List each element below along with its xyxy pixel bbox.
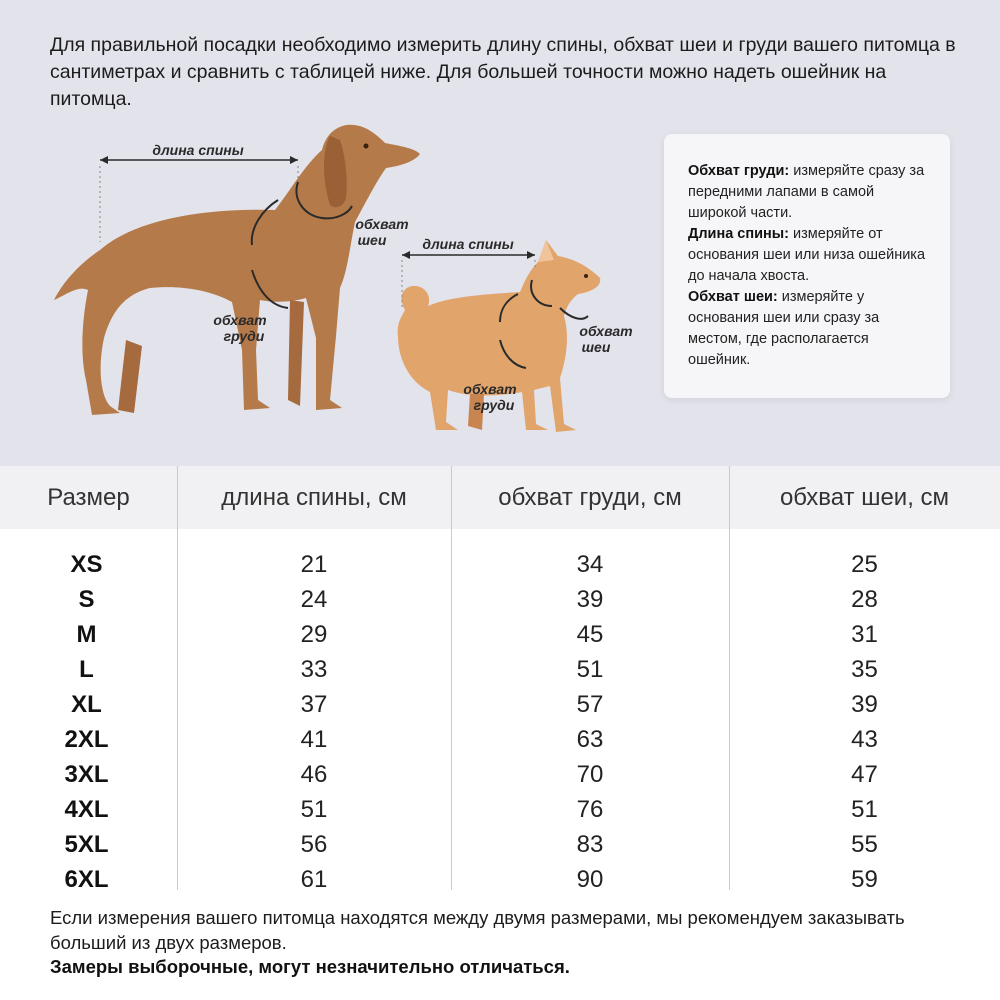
dog-neck-label-line2: шеи	[357, 232, 387, 248]
chest-cell: 34	[576, 551, 604, 578]
neck-info	[688, 287, 926, 371]
table-row	[0, 862, 1000, 897]
footer-notes	[50, 906, 970, 980]
neck-cell: 51	[851, 796, 878, 823]
measurement-info-card	[664, 134, 950, 398]
dog-illustration	[54, 125, 420, 415]
chest-info-text: измеряйте сразу за передними лапами в самой широкой части.	[688, 163, 925, 221]
dog-neck-label-line1: обхват	[355, 216, 409, 232]
table-row	[0, 757, 1000, 792]
neck-cell: 55	[851, 831, 878, 858]
cat-chest-label-line1: обхват	[463, 381, 517, 397]
size-cell: S	[78, 586, 95, 613]
back-length-cell: 46	[300, 761, 328, 788]
size-cell: 4XL	[64, 796, 109, 823]
neck-cell: 25	[851, 551, 878, 578]
pets-measurement-illustration	[30, 110, 670, 450]
cat-neck-label-line2: шеи	[581, 339, 611, 355]
back-length-cell: 29	[300, 621, 328, 648]
back-length-cell: 24	[300, 586, 328, 613]
neck-cell: 59	[851, 866, 878, 893]
header-back-length: длина спины, см	[221, 484, 407, 511]
table-row	[0, 687, 1000, 722]
footer-disclaimer: Замеры выборочные, могут незначительно отличаться.	[50, 956, 570, 977]
cat-back-label: длина спины	[422, 236, 514, 252]
neck-cell: 47	[851, 761, 878, 788]
chest-cell: 83	[576, 831, 604, 858]
chest-cell: 76	[576, 796, 604, 823]
back-length-cell: 37	[300, 691, 328, 718]
neck-info-title: Обхват шеи:	[688, 289, 778, 305]
chest-cell: 63	[576, 726, 604, 753]
size-cell: M	[76, 621, 97, 648]
back-length-cell: 51	[300, 796, 328, 823]
header-chest: обхват груди, см	[498, 484, 682, 511]
back-info	[688, 224, 926, 287]
header-neck: обхват шеи, см	[779, 484, 950, 511]
table-row	[0, 582, 1000, 617]
neck-cell: 31	[851, 621, 878, 648]
size-cell: L	[79, 656, 94, 683]
back-length-cell: 56	[300, 831, 328, 858]
chest-info-title: Обхват груди:	[688, 163, 790, 179]
back-info-title: Длина спины:	[688, 226, 790, 242]
size-cell: 3XL	[64, 761, 109, 788]
table-row	[0, 827, 1000, 862]
size-cell: 5XL	[64, 831, 109, 858]
chest-cell: 39	[576, 586, 604, 613]
size-cell: 6XL	[64, 866, 109, 893]
footer-recommendation: Если измерения вашего питомца находятся между двумя размерами, мы рекомендуем заказывать больший из двух размеров.	[50, 907, 905, 953]
chest-cell: 57	[576, 691, 604, 718]
cat-neck-label-line1: обхват	[579, 323, 633, 339]
back-length-cell: 33	[300, 656, 328, 683]
back-info-text: измеряйте от основания шеи или низа ошейника до начала хвоста.	[688, 226, 926, 284]
intro-text: Для правильной посадки необходимо измерить длину спины, обхват шеи и груди вашего питомца в сантиметрах и сравнить с таблицей ниже. Для большей точности можно надеть ошейник на питомца.	[50, 34, 956, 110]
dog-back-label: длина спины	[152, 142, 244, 158]
neck-cell: 39	[851, 691, 878, 718]
back-length-cell: 41	[300, 726, 328, 753]
header-size: Размер	[47, 484, 130, 511]
dog-chest-label-line2: груди	[223, 328, 265, 344]
back-length-cell: 21	[300, 551, 328, 578]
table-row	[0, 652, 1000, 687]
back-length-cell: 61	[300, 866, 328, 893]
chest-cell: 45	[576, 621, 604, 648]
neck-cell: 28	[851, 586, 878, 613]
neck-cell: 35	[851, 656, 878, 683]
size-cell: 2XL	[64, 726, 109, 753]
cat-chest-label-line2: груди	[473, 397, 515, 413]
table-row	[0, 547, 1000, 582]
size-cell: XS	[70, 551, 103, 578]
dog-chest-label-line1: обхват	[213, 312, 267, 328]
chest-info	[688, 161, 926, 224]
table-row	[0, 617, 1000, 652]
neck-cell: 43	[851, 726, 878, 753]
cat-illustration	[398, 236, 633, 432]
chest-cell: 51	[576, 656, 604, 683]
neck-info-text: измеряйте у основания шеи или сразу за местом, где располагается ошейник.	[688, 289, 880, 368]
size-table-header	[0, 466, 1000, 529]
size-cell: XL	[71, 691, 102, 718]
table-row	[0, 722, 1000, 757]
table-row	[0, 792, 1000, 827]
chest-cell: 70	[576, 761, 604, 788]
chest-cell: 90	[576, 866, 604, 893]
